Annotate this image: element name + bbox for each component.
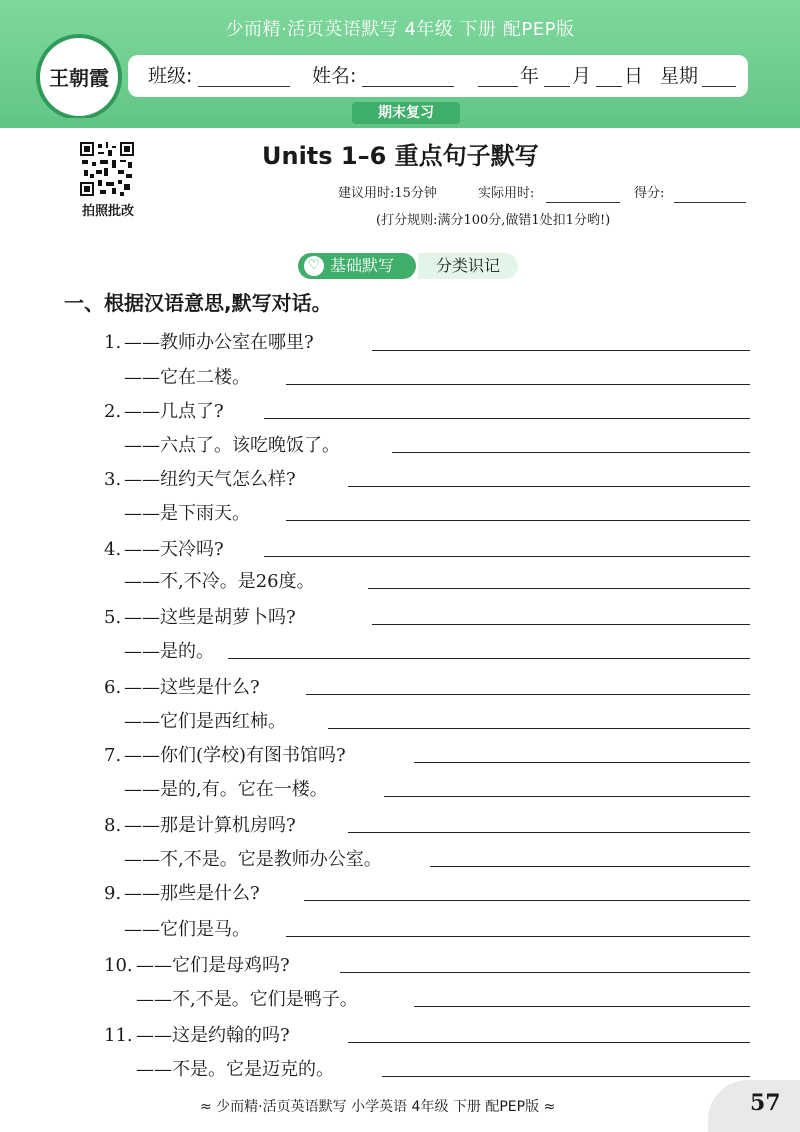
answer-line[interactable]	[264, 556, 750, 557]
answer-prompt: ——它们是西红柿。	[124, 711, 286, 732]
year-blank[interactable]	[478, 86, 518, 87]
answer-prompt: ——六点了。该吃晚饭了。	[124, 435, 340, 456]
day-label: 日	[624, 65, 644, 87]
student-info-bar	[128, 55, 748, 97]
page-title: Units 1–6 重点句子默写	[262, 142, 539, 170]
answer-prompt: ——它在二楼。	[124, 367, 250, 388]
review-tag: 期末复习	[352, 102, 460, 124]
year-label: 年	[520, 65, 540, 87]
answer-prompt: ——是的。	[124, 641, 214, 662]
question-number: 2.	[104, 401, 122, 422]
qr-code-icon[interactable]	[80, 142, 134, 196]
qr-caption: 拍照批改	[81, 204, 134, 219]
name-label: 姓名:	[312, 65, 357, 87]
logo-text: 王朝霞	[49, 66, 109, 90]
class-label: 班级:	[148, 65, 193, 87]
answer-prompt: ——是的,有。它在一楼。	[124, 779, 328, 800]
name-blank[interactable]	[362, 86, 454, 87]
page-number: 57	[750, 1090, 781, 1116]
answer-line[interactable]	[382, 1076, 750, 1077]
suggested-time: 建议用时:15分钟	[338, 186, 437, 201]
answer-line[interactable]	[348, 1042, 750, 1043]
answer-line[interactable]	[430, 866, 750, 867]
answer-prompt: ——不,不是。它是教师办公室。	[124, 849, 382, 870]
question-prompt: ——这些是什么?	[124, 677, 260, 698]
brand-logo	[36, 34, 122, 120]
question-prompt: ——纽约天气怎么样?	[124, 469, 296, 490]
answer-line[interactable]	[228, 658, 750, 659]
answer-line[interactable]	[392, 452, 750, 453]
class-blank[interactable]	[198, 86, 290, 87]
month-blank[interactable]	[544, 86, 570, 87]
answer-line[interactable]	[372, 624, 750, 625]
question-prompt: ——教师办公室在哪里?	[124, 332, 314, 353]
answer-prompt: ——是下雨天。	[124, 503, 250, 524]
answer-prompt: ——它们是马。	[124, 919, 250, 940]
question-prompt: ——这些是胡萝卜吗?	[124, 607, 296, 628]
answer-line[interactable]	[304, 900, 750, 901]
question-prompt: ——天冷吗?	[124, 539, 224, 560]
question-number: 1.	[104, 332, 122, 353]
weekday-label: 星期	[660, 65, 699, 87]
question-number: 3.	[104, 469, 122, 490]
answer-line[interactable]	[264, 418, 750, 419]
actual-time-label: 实际用时:	[478, 186, 535, 201]
answer-line[interactable]	[306, 694, 750, 695]
actual-time-blank[interactable]	[546, 202, 620, 203]
series-title: 少而精·活页英语默写 4年级 下册 配PEP版	[225, 19, 575, 40]
question-prompt: ——你们(学校)有图书馆吗?	[124, 745, 346, 766]
question-number: 8.	[104, 815, 122, 836]
answer-line[interactable]	[348, 486, 750, 487]
question-prompt: ——那是计算机房吗?	[124, 815, 296, 836]
heart-icon: ♡	[304, 256, 324, 276]
question-number: 4.	[104, 539, 122, 560]
answer-line[interactable]	[328, 728, 750, 729]
weekday-blank[interactable]	[702, 86, 736, 87]
footer-text: ≈ 少而精·活页英语默写 小学英语 4年级 下册 配PEP版 ≈	[200, 1099, 556, 1115]
scoring-rule: (打分规则:满分100分,做错1处扣1分哟!)	[376, 213, 611, 228]
section-sublabel: 分类识记	[418, 253, 518, 279]
answer-line[interactable]	[368, 588, 750, 589]
question-prompt: ——几点了?	[124, 401, 224, 422]
question-prompt: ——那些是什么?	[124, 883, 260, 904]
exercise-instruction: 一、根据汉语意思,默写对话。	[64, 291, 332, 315]
section-label	[298, 253, 416, 279]
month-label: 月	[572, 65, 592, 87]
question-number: 11.	[104, 1025, 133, 1046]
answer-line[interactable]	[348, 832, 750, 833]
question-number: 9.	[104, 883, 122, 904]
answer-prompt: ——不,不是。它们是鸭子。	[136, 989, 358, 1010]
answer-line[interactable]	[286, 520, 750, 521]
answer-line[interactable]	[414, 762, 750, 763]
day-blank[interactable]	[596, 86, 622, 87]
section-label-text: 基础默写	[330, 256, 395, 275]
answer-line[interactable]	[340, 972, 750, 973]
question-number: 7.	[104, 745, 122, 766]
score-blank[interactable]	[674, 202, 746, 203]
question-number: 5.	[104, 607, 122, 628]
answer-line[interactable]	[286, 936, 750, 937]
question-number: 6.	[104, 677, 122, 698]
answer-line[interactable]	[286, 384, 750, 385]
question-prompt: ——这是约翰的吗?	[136, 1025, 290, 1046]
score-label: 得分:	[634, 186, 665, 201]
answer-line[interactable]	[384, 796, 750, 797]
question-number: 10.	[104, 955, 133, 976]
question-prompt: ——它们是母鸡吗?	[136, 955, 290, 976]
answer-prompt: ——不,不冷。是26度。	[124, 571, 315, 592]
answer-line[interactable]	[414, 1006, 750, 1007]
answer-line[interactable]	[372, 350, 750, 351]
answer-prompt: ——不是。它是迈克的。	[136, 1059, 334, 1080]
